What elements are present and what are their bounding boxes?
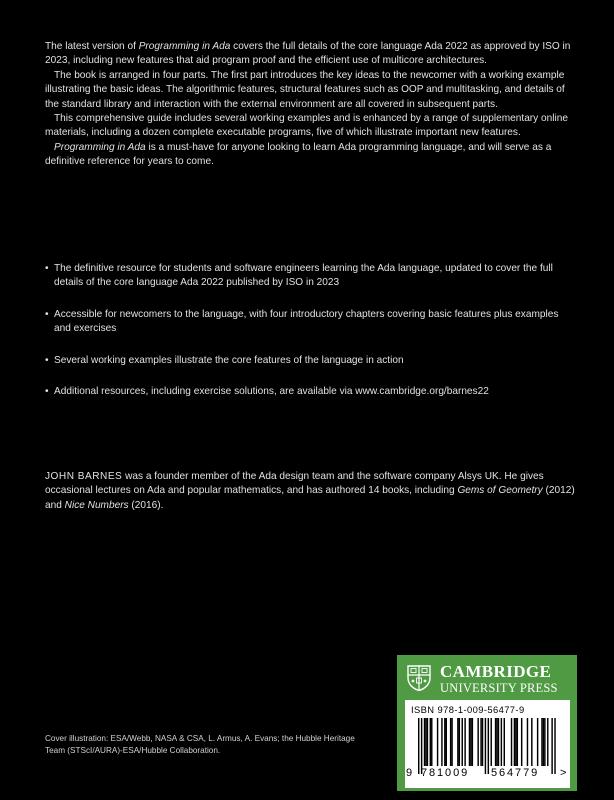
barcode-arrow: > [560,767,567,779]
barcode-bar [459,718,460,766]
publisher-panel [397,655,577,791]
barcode-bar [543,718,544,766]
description-paragraph-4: Programming in Ada is a must-have for anyone looking to learn Ada programming language, and will serve as a definitive reference for years to come. [45,141,552,168]
barcode-bar [457,718,458,766]
barcode-bar [470,718,471,766]
barcode-bar [451,718,452,766]
isbn-barcode [405,700,570,788]
book-description [45,40,580,170]
barcode-first-digit: 9 [406,767,413,779]
feature-item: • Several working examples illustrate the core features of the language in action [45,354,575,368]
barcode-bar [480,718,481,766]
barcode-bar [421,718,422,774]
barcode-right-digits: 564779 [491,767,540,779]
barcode-bar [469,718,470,766]
author-book-title: Nice Numbers [64,499,129,511]
description-paragraph-3: This comprehensive guide includes several working examples and is enhanced by a range of supplementary online materials, including a dozen complete executable programs, five of which illustrate important new features. [45,113,568,139]
barcode-bar [544,718,545,766]
barcode-bar [491,718,492,766]
author-book-title: Gems of Geometry [457,485,543,497]
barcode-bar [472,718,473,766]
cover-illustration-credits: Cover illustration: ESA/Webb, NASA & CSA, L. Armus, A. Evans; the Hubble Heritage Team (STScI/AURA)-ESA/Hubble Collaboration. [45,734,355,756]
barcode-bar [496,718,497,766]
barcode-bar [551,718,552,774]
publisher-subtitle: UNIVERSITY PRESS [440,681,558,695]
author-bio: JOHN BARNES was a founder member of the Ada design team and the software company Alsys UK. He gives occasional lectures on Ada and popular mathematics, and has authored 14 books, including Gems of Geometry (2012) and Nice Numbers (2016). [45,471,575,511]
barcode-bar [437,718,438,766]
barcode-bar [430,718,431,766]
barcode-bar [485,718,486,774]
barcode-left-digits: 781009 [421,767,470,779]
barcode-bar [521,718,522,766]
barcode-bar [527,718,528,766]
description-paragraph-2: The book is arranged in four parts. The first part introduces the key ideas to the newcomer with a working example illustrating the basic ideas. The algorithmic features, structural features such as OOP and multitasking, and details of the standard library and interaction with the external environment are all covered in subsequent parts. [45,69,565,110]
isbn-label: ISBN 978-1-009-56477-9 [411,704,525,715]
barcode-bar [537,718,538,766]
barcode-bar [424,718,425,766]
barcode-bar [498,718,499,766]
barcode-bar [515,718,516,766]
barcode-bar [450,718,451,766]
barcode-bar [501,718,502,766]
barcode-bar [488,718,489,774]
barcode-bar [425,718,426,766]
feature-item: • The definitive resource for students and software engineers learning the Ada language, updated to cover the full details of the core language Ada 2022 published by ISO in 2023 [45,262,575,291]
feature-list [45,262,575,416]
author-name: JOHN BARNES [45,471,123,482]
barcode-bar [514,718,515,766]
book-title-italic: Programming in Ada [54,141,146,153]
barcode-bar [418,718,419,774]
barcode-bar [504,718,505,766]
university-crest-icon [407,665,431,691]
barcode-bar [482,718,483,766]
feature-item: • Additional resources, including exercise solutions, are available via www.cambridge.org/barnes22 [45,385,575,399]
barcode-bar [462,718,463,766]
description-paragraph-1: The latest version of Programming in Ada covers the full details of the core language Ada 2022 as approved by ISO in 2023, including new features that aid program proof and the efficient use of multicore architectures. [45,41,571,67]
barcode-bar [464,718,465,766]
barcode-bar [431,718,432,766]
barcode-bar [427,718,428,766]
barcode-bar [444,718,445,766]
barcode-bar [541,718,542,766]
barcode-bar [547,718,548,766]
barcode-bar [446,718,447,766]
publisher-name: CAMBRIDGE [440,662,552,681]
feature-item: • Accessible for newcomers to the language, with four introductory chapters covering basic features plus examples and exercises [45,308,575,337]
barcode-bar [531,718,532,766]
barcode-bar [495,718,496,766]
barcode-bar [517,718,518,766]
barcode-bar [554,718,555,774]
barcode-bar [477,718,478,766]
barcode-bar [511,718,512,766]
barcode-bar [441,718,442,766]
book-title-italic: Programming in Ada [138,41,231,52]
